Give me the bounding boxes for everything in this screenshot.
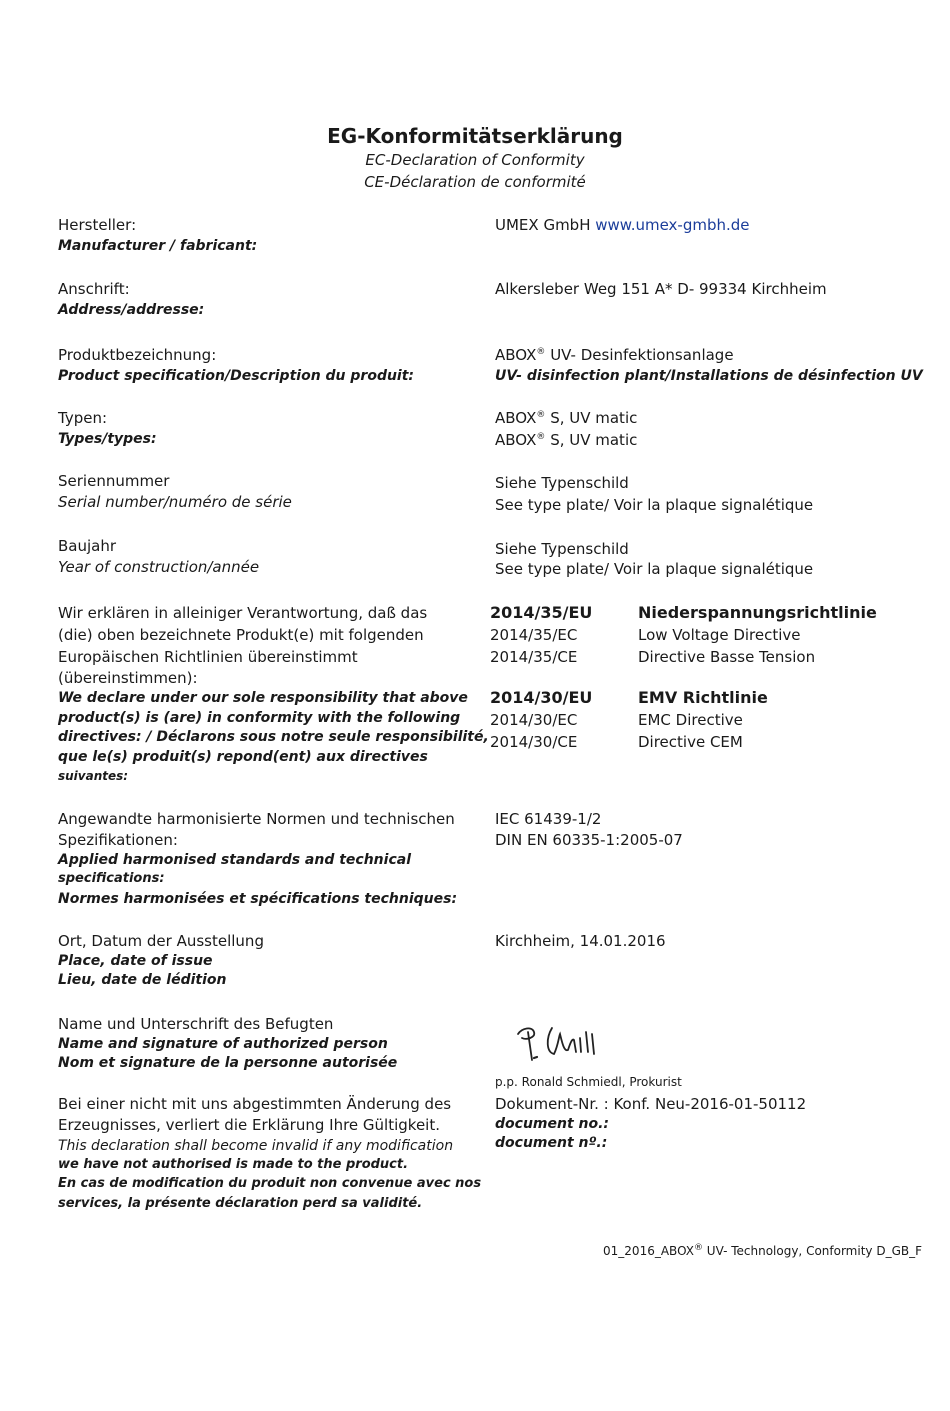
- declaration-en-fr-line: product(s) is (are) in conformity with the following: [58, 710, 461, 726]
- document-label-fr: document nº.:: [495, 1135, 608, 1151]
- validity-en-line: we have not authorised is made to the product.: [58, 1157, 409, 1172]
- registered-mark: ®: [536, 347, 546, 357]
- product-value-de: [495, 344, 734, 366]
- types-label-de: Typen:: [58, 409, 108, 427]
- registered-mark: ®: [536, 432, 546, 442]
- subtitle-fr: CE-Déclaration de conformité: [364, 173, 586, 191]
- types-label-en-fr: Types/types:: [58, 431, 157, 447]
- document-label-en: document no.:: [495, 1116, 610, 1132]
- directive-code: 2014/35/CE: [490, 648, 578, 666]
- address-label-en-fr: Address/addresse:: [58, 302, 205, 318]
- footer-prefix: 01_2016_ABOX: [603, 1244, 694, 1258]
- declaration-en-fr-line: We declare under our sole responsibility that above: [58, 690, 468, 706]
- signature-label-de: Name und Unterschrift des Befugten: [58, 1015, 334, 1033]
- address-label-de: Anschrift:: [58, 280, 130, 298]
- standards-en-line: Applied harmonised standards and technical: [58, 852, 411, 868]
- declaration-de-line: Wir erklären in alleiniger Verantwortung, daß das: [58, 604, 428, 622]
- registered-mark: ®: [693, 1243, 703, 1253]
- validity-de-line: Erzeugnisses, verliert die Erklärung Ihre Gültigkeit.: [58, 1116, 440, 1134]
- year-value-en-fr: See type plate/ Voir la plaque signalétique: [495, 560, 814, 578]
- footer-suffix: UV- Technology, Conformity D_GB_F: [702, 1244, 922, 1258]
- issue-label-fr: Lieu, date de lédition: [58, 972, 227, 988]
- type-model: S, UV matic: [545, 409, 638, 427]
- serial-value-de: Siehe Typenschild: [495, 474, 629, 492]
- directive-code: 2014/30/CE: [490, 733, 578, 751]
- standards-de-line: Spezifikationen:: [58, 831, 178, 849]
- document-footer: [603, 1242, 922, 1260]
- issue-value: Kirchheim, 14.01.2016: [495, 932, 666, 950]
- validity-fr-line: services, la présente déclaration perd sa validité.: [58, 1196, 423, 1211]
- website-link[interactable]: www.umex-gmbh.de: [595, 216, 750, 234]
- declaration-en-fr-line: que le(s) produit(s) repond(ent) aux directives: [58, 749, 428, 765]
- directive-name: EMC Directive: [638, 711, 743, 729]
- year-value-de: Siehe Typenschild: [495, 540, 629, 558]
- handwritten-signature: [512, 1020, 604, 1066]
- product-value-en-fr: UV- disinfection plant/Installations de désinfection UV: [495, 368, 923, 384]
- serial-label-de: Seriennummer: [58, 472, 170, 490]
- year-label-de: Baujahr: [58, 537, 117, 555]
- directive-name: Niederspannungsrichtlinie: [638, 603, 877, 622]
- serial-value-en-fr: See type plate/ Voir la plaque signalétique: [495, 496, 814, 514]
- directive-name: Low Voltage Directive: [638, 626, 801, 644]
- declaration-de-line: (die) oben bezeichnete Produkt(e) mit folgenden: [58, 626, 424, 644]
- type-model: S, UV matic: [545, 431, 638, 449]
- standard-value: DIN EN 60335-1:2005-07: [495, 831, 683, 849]
- declaration-en-fr-line: directives: / Déclarons sous notre seule responsibilité,: [58, 729, 489, 745]
- validity-fr-line: En cas de modification du produit non convenue avec nos: [58, 1176, 482, 1191]
- type-brand: ABOX: [495, 409, 537, 427]
- product-brand: ABOX: [495, 346, 537, 364]
- serial-label-en-fr: Serial number/numéro de série: [58, 493, 292, 511]
- directive-code: 2014/30/EC: [490, 711, 578, 729]
- page-title: EG-Konformitätserklärung: [327, 124, 623, 148]
- signature-label-en: Name and signature of authorized person: [58, 1036, 388, 1052]
- product-label-de: Produktbezeichnung:: [58, 346, 217, 364]
- directive-code: 2014/30/EU: [490, 688, 593, 707]
- validity-de-line: Bei einer nicht mit uns abgestimmten Änderung des: [58, 1095, 452, 1113]
- directive-code: 2014/35/EU: [490, 603, 593, 622]
- manufacturer-value: [495, 214, 750, 236]
- subtitle-en: EC-Declaration of Conformity: [365, 151, 585, 169]
- directive-name: EMV Richtlinie: [638, 688, 768, 707]
- address-value: Alkersleber Weg 151 A* D- 99334 Kirchheim: [495, 280, 827, 298]
- manufacturer-label-de: Hersteller:: [58, 216, 137, 234]
- declaration-de-line: (übereinstimmen):: [58, 669, 198, 687]
- type-brand: ABOX: [495, 431, 537, 449]
- standards-fr-line: Normes harmonisées et spécifications techniques:: [58, 891, 458, 907]
- standards-de-line: Angewandte harmonisierte Normen und technischen: [58, 810, 455, 828]
- registered-mark: ®: [536, 410, 546, 420]
- type-line: [495, 407, 637, 429]
- signer-name: p.p. Ronald Schmiedl, Prokurist: [495, 1075, 682, 1089]
- product-name: UV- Desinfektionsanlage: [545, 346, 734, 364]
- product-label-en-fr: Product specification/Description du produit:: [58, 368, 415, 384]
- manufacturer-label-en-fr: Manufacturer / fabricant:: [58, 238, 258, 254]
- issue-label-en: Place, date of issue: [58, 953, 213, 969]
- declaration-en-fr-line: suivantes:: [58, 769, 129, 783]
- declaration-de-line: Europäischen Richtlinien übereinstimmt: [58, 648, 358, 666]
- issue-label-de: Ort, Datum der Ausstellung: [58, 932, 264, 950]
- year-label-en-fr: Year of construction/année: [58, 558, 260, 576]
- type-line: [495, 429, 637, 451]
- standard-value: IEC 61439-1/2: [495, 810, 602, 828]
- directive-name: Directive Basse Tension: [638, 648, 816, 666]
- validity-en-line: This declaration shall become invalid if any modification: [58, 1138, 454, 1154]
- standards-en-line: specifications:: [58, 871, 165, 886]
- document-number: Dokument-Nr. : Konf. Neu-2016-01-50112: [495, 1095, 807, 1113]
- directive-code: 2014/35/EC: [490, 626, 578, 644]
- signature-label-fr: Nom et signature de la personne autorisée: [58, 1055, 398, 1071]
- company-name: UMEX GmbH: [495, 216, 591, 234]
- directive-name: Directive CEM: [638, 733, 743, 751]
